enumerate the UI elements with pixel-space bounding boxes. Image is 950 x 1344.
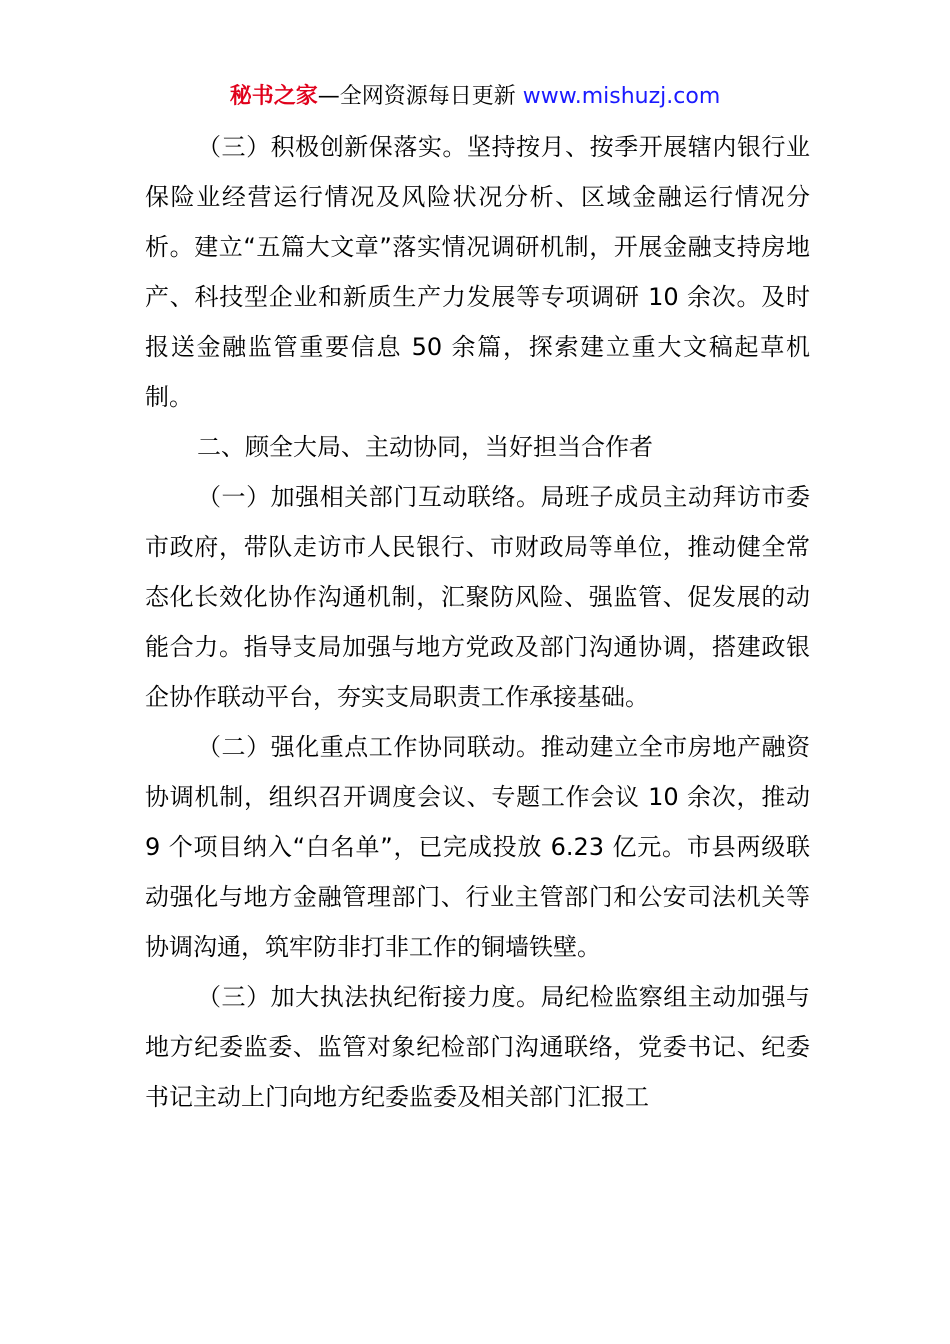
paragraph-innovation: （三）积极创新保落实。坚持按月、按季开展辖内银行业保险业经营运行情况及风险状况分析、区域金融运行情况分析。建立“五篇大文章”落实情况调研机制，开展金融支持房地产、科技型企业和新质生产力发展等专项调研 10 余次。及时报送金融监管重要信息 50 余篇，探索建立重大文稿起草机制。: [145, 133, 810, 411]
header-url-link[interactable]: www.mishuzj.com: [522, 84, 721, 109]
paragraph-key-work-coordination: （二）强化重点工作协同联动。推动建立全市房地产融资协调机制，组织召开调度会议、专题工作会议 10 余次，推动 9 个项目纳入“白名单”，已完成投放 6.23 亿元。市县两级联动强化与地方金融管理部门、行业主管部门和公安司法机关等协调沟通，筑牢防非打非工作的铜墙铁壁。: [145, 733, 810, 961]
section-heading-two: 二、顾全大局、主动协同，当好担当合作者: [197, 433, 653, 461]
document-body: [145, 122, 810, 1122]
paragraph-department-liaison: （一）加强相关部门互动联络。局班子成员主动拜访市委市政府，带队走访市人民银行、市财政局等单位，推动健全常态化长效化协作沟通机制，汇聚防风险、强监管、促发展的动能合力。指导支局加强与地方党政及部门沟通协调，搭建政银企协作联动平台，夯实支局职责工作承接基础。: [145, 483, 810, 711]
page-header: [0, 80, 950, 114]
header-tagline: —全网资源每日更新: [317, 84, 523, 109]
paragraph-enforcement-discipline: （三）加大执法执纪衔接力度。局纪检监察组主动加强与地方纪委监委、监管对象纪检部门沟通联络，党委书记、纪委书记主动上门向地方纪委监委及相关部门汇报工: [145, 983, 810, 1111]
header-brand: 秘书之家: [229, 84, 318, 109]
